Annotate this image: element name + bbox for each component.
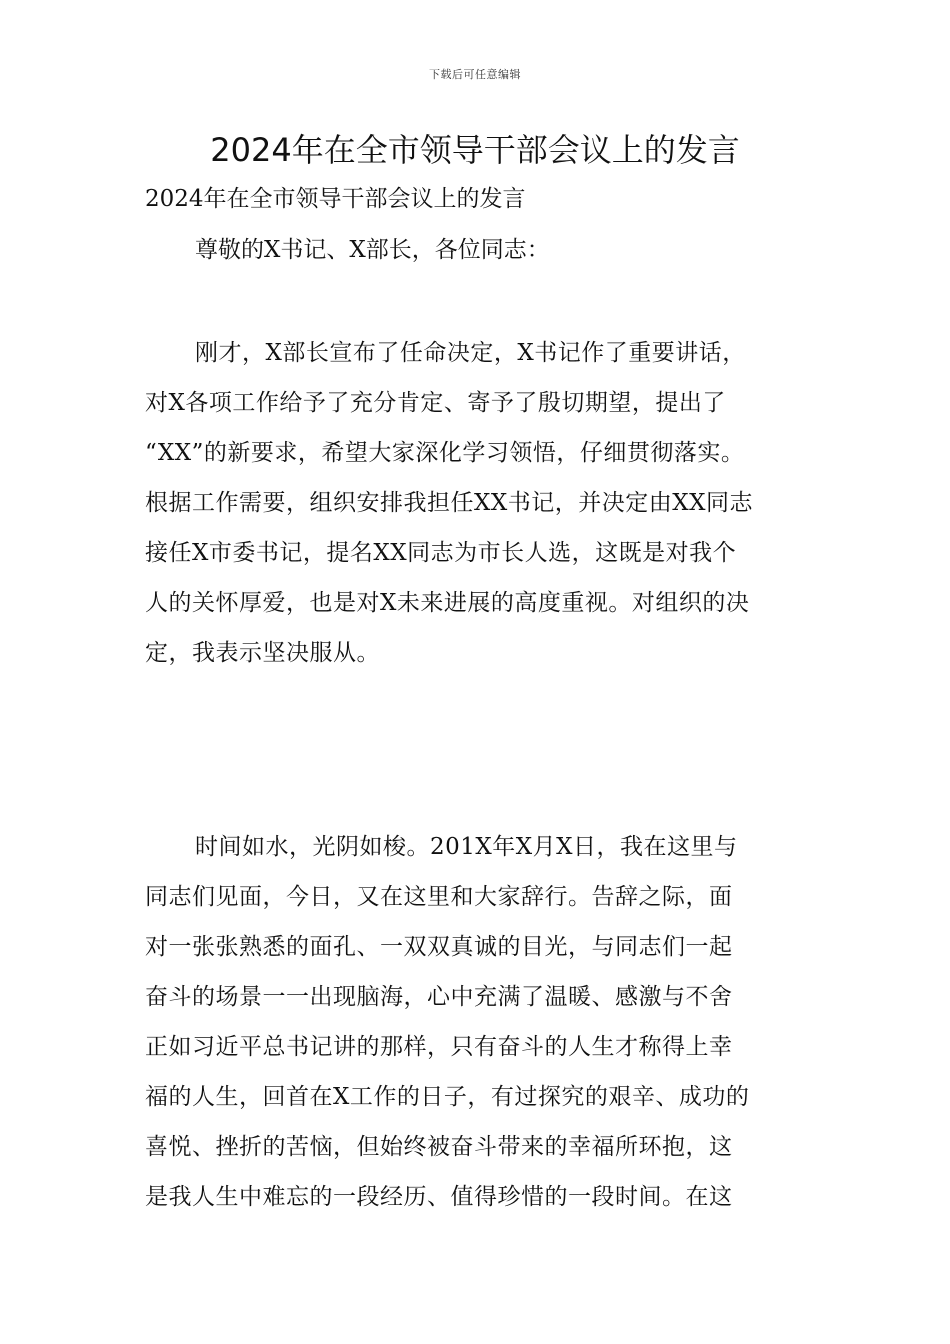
paragraph-line: 对X各项工作给予了充分肯定、寄予了殷切期望，提出了 bbox=[145, 390, 726, 416]
paragraph-line: 人的关怀厚爱，也是对X未来进展的高度重视。对组织的决 bbox=[145, 590, 750, 616]
paragraph-farewell bbox=[145, 822, 815, 1222]
paragraph-line: 对一张张熟悉的面孔、一双双真诚的目光，与同志们一起 bbox=[145, 934, 733, 960]
greeting-line: 尊敬的X书记、X部长，各位同志： bbox=[195, 237, 550, 263]
paragraph-appointment bbox=[145, 328, 815, 678]
paragraph-line: 刚才，X部长宣布了任命决定，X书记作了重要讲话， bbox=[195, 340, 746, 366]
paragraph-line: 是我人生中难忘的一段经历、值得珍惜的一段时间。在这 bbox=[145, 1184, 733, 1210]
paragraph-line: 接任X市委书记，提名XX同志为市长人选，这既是对我个 bbox=[145, 540, 737, 566]
paragraph-line: 根据工作需要，组织安排我担任XX书记，并决定由XX同志 bbox=[145, 490, 753, 516]
document-title: 2024年在全市领导干部会议上的发言 bbox=[210, 131, 740, 169]
paragraph-line: 定，我表示坚决服从。 bbox=[145, 640, 380, 666]
paragraph-line: “XX”的新要求，希望大家深化学习领悟，仔细贯彻落实。 bbox=[145, 440, 745, 466]
paragraph-line: 奋斗的场景一一出现脑海，心中充满了温暖、感激与不舍 bbox=[145, 984, 733, 1010]
paragraph-line: 时间如水，光阴如梭。201X年X月X日，我在这里与 bbox=[195, 834, 738, 860]
header-note: 下载后可任意编辑 bbox=[429, 68, 521, 81]
paragraph-line: 喜悦、挫折的苦恼，但始终被奋斗带来的幸福所环抱，这 bbox=[145, 1134, 733, 1160]
paragraph-line: 同志们见面，今日，又在这里和大家辞行。告辞之际，面 bbox=[145, 884, 733, 910]
paragraph-line: 福的人生，回首在X工作的日子，有过探究的艰辛、成功的 bbox=[145, 1084, 750, 1110]
paragraph-line: 正如习近平总书记讲的那样，只有奋斗的人生才称得上幸 bbox=[145, 1034, 733, 1060]
document-subtitle: 2024年在全市领导干部会议上的发言 bbox=[145, 186, 526, 212]
